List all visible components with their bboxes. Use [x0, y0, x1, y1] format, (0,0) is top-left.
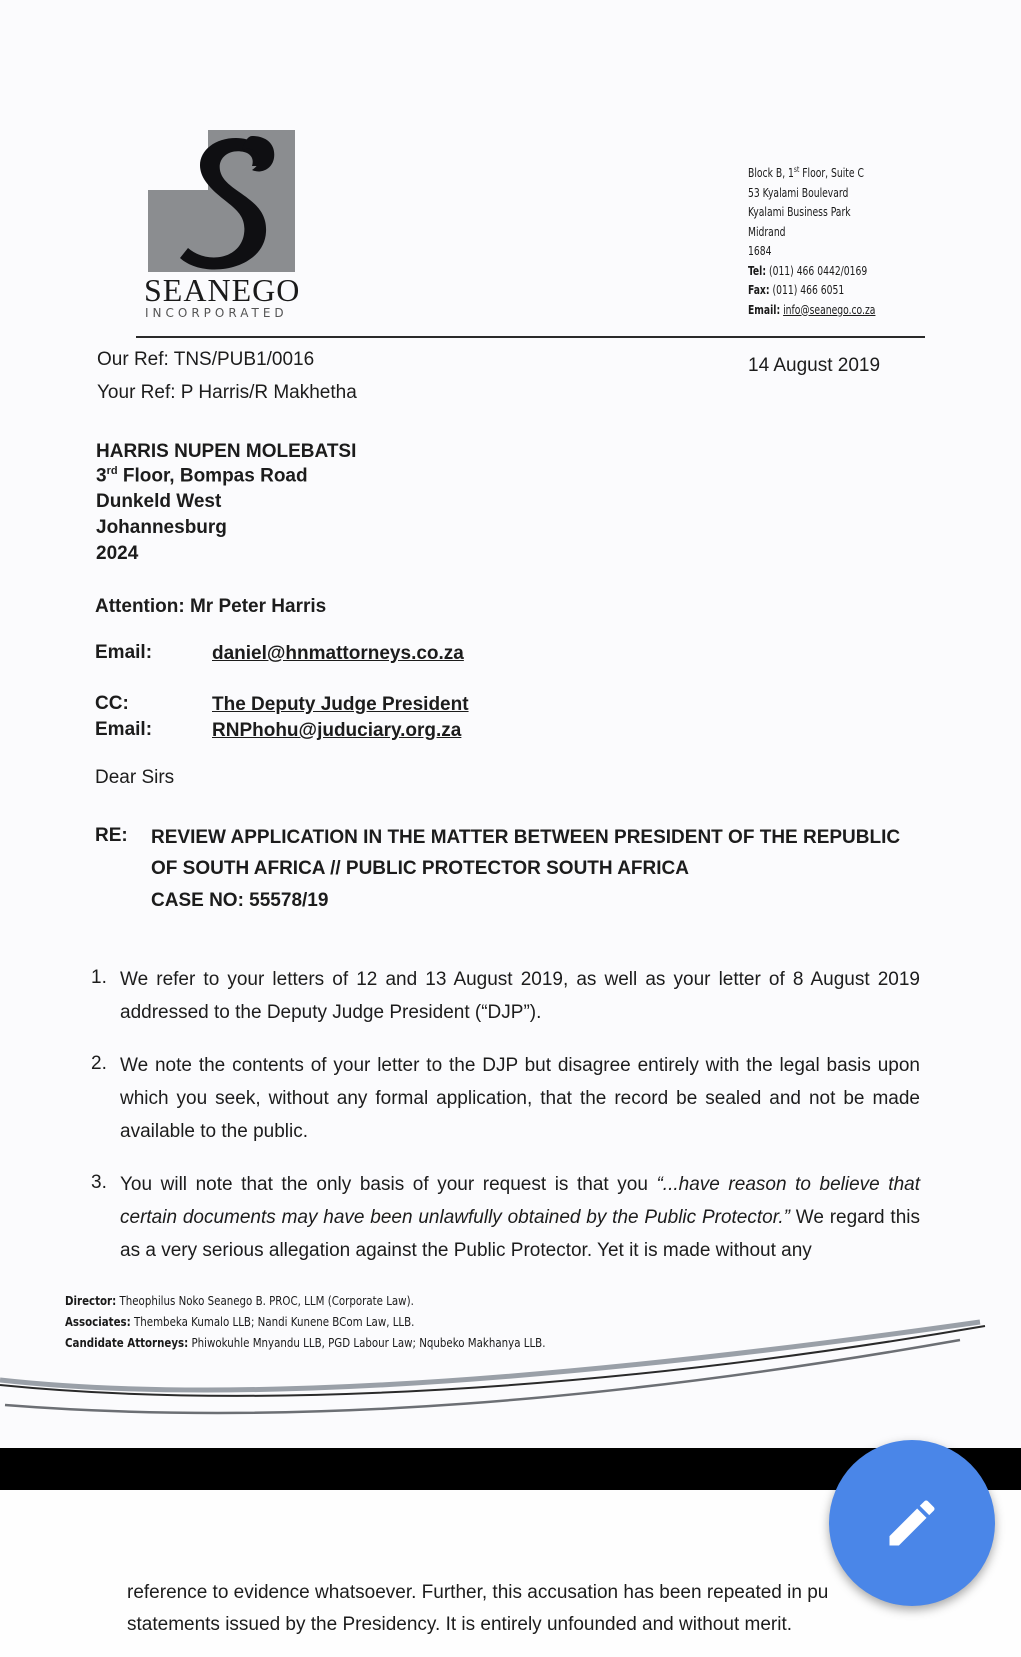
logo-subtitle: INCORPORATED: [145, 306, 288, 320]
paragraph-number: 2.: [91, 1053, 107, 1074]
footer-director: Director: Theophilus Noko Seanego B. PROC, LLM (Corporate Law).: [65, 1293, 414, 1308]
email-line: [748, 300, 875, 320]
re-subject-line-1: REVIEW APPLICATION IN THE MATTER BETWEEN PRESIDENT OF THE REPUBLIC: [151, 827, 901, 848]
page2-line-1: reference to evidence whatsoever. Further, this accusation has been repeated in pu: [127, 1582, 829, 1603]
logo-wordmark: SEANEGO: [144, 272, 301, 308]
fax-line: [748, 280, 875, 300]
email-label: Email:: [95, 642, 153, 663]
letter-date: 14 August 2019: [748, 355, 881, 376]
attention-line: Attention: Mr Peter Harris: [95, 596, 327, 617]
pencil-icon: [882, 1493, 942, 1553]
re-label: RE:: [95, 825, 128, 846]
recipient-line-2: 3rd Floor, Bompas Road: [96, 465, 308, 487]
footer-associates: Associates: Thembeka Kumalo LLB; Nandi Kunene BCom Law, LLB.: [65, 1314, 415, 1329]
cc-email-label: Email:: [95, 719, 153, 740]
paragraph-1: We refer to your letters of 12 and 13 August 2019, as well as your letter of 8 August 2019 addressed to the Deputy Judge President (“DJP”).: [120, 969, 920, 1023]
cc-label: CC:: [95, 693, 129, 714]
edit-fab-button[interactable]: [829, 1440, 995, 1606]
paragraph-2: We note the contents of your letter to the DJP but disagree entirely with the legal basis upon which you seek, without any formal application, that the record be sealed and not be made available to the public.: [120, 1055, 920, 1142]
fax-value: (011) 466 6051: [772, 282, 845, 298]
fax-label: Fax:: [748, 282, 770, 298]
tel-label: Tel:: [748, 262, 767, 278]
address-line: 53 Kyalami Boulevard: [748, 184, 849, 200]
case-number: CASE NO: 55578/19: [151, 890, 329, 911]
address-line: 1684: [748, 243, 772, 259]
recipient-name: HARRIS NUPEN MOLEBATSI: [96, 441, 357, 462]
address-line: Block B, 1st Floor, Suite C: [748, 165, 864, 181]
address-line: Midrand: [748, 223, 786, 239]
cc-recipient: The Deputy Judge President: [212, 694, 469, 715]
recipient-line-5: 2024: [96, 543, 139, 564]
your-ref: Your Ref: P Harris/R Makhetha: [97, 382, 357, 403]
recipient-line-3: Dunkeld West: [96, 491, 222, 512]
cc-email-link[interactable]: RNPhohu@juduciary.org.za: [212, 720, 462, 741]
paragraph-number: 1.: [91, 967, 107, 988]
firm-email-link[interactable]: info@seanego.co.za: [783, 301, 876, 317]
page2-line-2: statements issued by the Presidency. It is entirely unfounded and without merit.: [127, 1614, 792, 1635]
seanego-logo: [148, 130, 295, 272]
header-divider: [136, 336, 925, 338]
our-ref: Our Ref: TNS/PUB1/0016: [97, 349, 315, 370]
paragraph-number: 3.: [91, 1172, 107, 1193]
footer-swoosh: [0, 1300, 1021, 1420]
paragraph-3: You will note that the only basis of your request is that you “...have reason to believe that certain documents may have been unlawfully obtained by the Public Protector.” We regard this as a very serious allegation against the Public Protector. Yet it is made without any: [120, 1174, 921, 1261]
footer-candidates: Candidate Attorneys: Phiwokuhle Mnyandu LLB, PGD Labour Law; Nqubeko Makhanya LLB.: [65, 1335, 546, 1350]
tel-line: [748, 261, 875, 281]
firm-address: [748, 160, 875, 319]
salutation: Dear Sirs: [95, 767, 175, 788]
tel-value: (011) 466 0442/0169: [768, 262, 868, 278]
recipient-email-link[interactable]: daniel@hnmattorneys.co.za: [212, 643, 464, 664]
address-line: Kyalami Business Park: [748, 204, 851, 220]
re-subject-line-2: OF SOUTH AFRICA // PUBLIC PROTECTOR SOUTH AFRICA: [151, 858, 689, 879]
email-label: Email:: [748, 301, 781, 317]
recipient-line-4: Johannesburg: [96, 517, 227, 538]
